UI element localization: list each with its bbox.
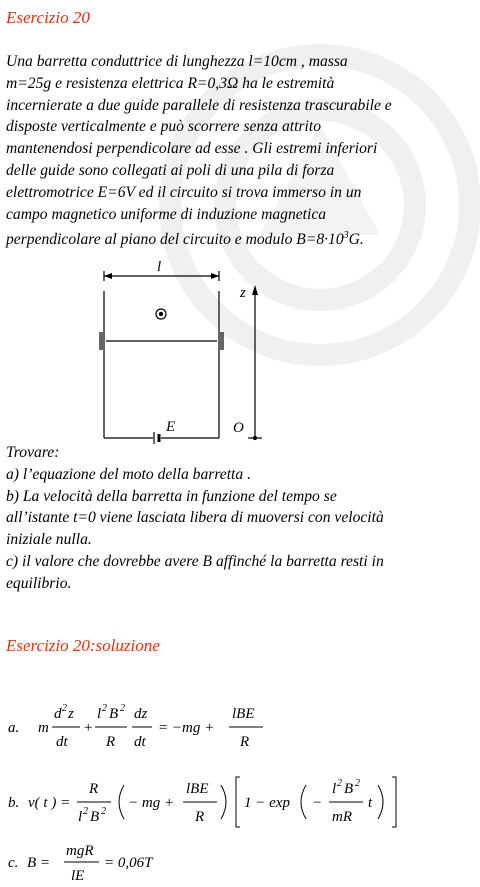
eq-c-num: mgR [66, 843, 94, 859]
svg-text:2: 2 [355, 778, 360, 789]
statement-line: campo magnetico uniforme di induzione magnetica [6, 205, 327, 223]
eq-a-R2: R [240, 734, 250, 750]
svg-text:B: B [344, 781, 354, 797]
eq-b-lBE: lBE [186, 781, 209, 797]
svg-text:2: 2 [102, 703, 107, 714]
arrow-head-left [104, 273, 112, 279]
statement-line: m=25g e resistenza elettrica R=0,3Ω ha le estremità [6, 74, 335, 92]
eq-b-mR: mR [332, 809, 352, 825]
eq-a-label: a. [8, 720, 20, 736]
questions [6, 442, 476, 595]
equation-a [0, 698, 480, 758]
eq-a-l: l [97, 706, 102, 722]
svg-text:2: 2 [120, 703, 125, 714]
eq-c-label: c. [8, 855, 19, 871]
eq-a-lBE: lBE [232, 706, 255, 722]
statement-line: incernierate a due guide parallele di resistenza trascurabile e [6, 96, 392, 114]
circuit-diagram [90, 255, 275, 445]
svg-text:l: l [78, 809, 83, 825]
eq-c-den: lE [71, 868, 85, 884]
eq-a-dz: dz [134, 706, 148, 722]
eq-b-label: b. [8, 795, 20, 811]
eq-c-rhs: = 0,06T [104, 855, 153, 871]
statement-line-last [6, 225, 476, 251]
svg-text:2: 2 [337, 778, 342, 789]
question-line: iniziale nulla. [6, 531, 92, 549]
svg-text:R: R [195, 809, 205, 825]
statement-line: elettromotrice E=6V ed il circuito si trova immerso in un [6, 183, 362, 201]
eq-b-t: t [368, 795, 373, 811]
equation-c [0, 840, 480, 887]
solution-title: Esercizio 20:soluzione [6, 636, 160, 655]
eq-b-lhs: v( t ) = [28, 795, 71, 811]
statement-line: delle guide sono collegati ai poli di una pila di forza [6, 161, 335, 179]
eq-b-R: R [89, 781, 99, 797]
equation-b [0, 773, 480, 833]
question-line: b) La velocità della barretta in funzione del tempo se [6, 487, 337, 505]
problem-statement [6, 51, 476, 251]
statement-line: disposte verticalmente e può scorrere senza attrito [6, 118, 321, 136]
statement-line: mantenendosi perpendicolare ad esse . Gli estremi inferiori [6, 140, 378, 158]
question-line: c) il valore che dovrebbe avere B affinché la barretta resti in [6, 552, 384, 570]
eq-b-minus-mg: − mg + [128, 795, 175, 811]
label-l: l [157, 259, 162, 275]
svg-text:2: 2 [83, 806, 88, 817]
statement-text: G. [348, 231, 364, 249]
eq-a-dt: dt [56, 734, 68, 750]
exponent: 3 [343, 230, 349, 242]
label-O: O [233, 420, 244, 436]
eq-b-minus: − [312, 795, 323, 811]
question-line: all’istante t=0 viene lasciata libera di muoversi con velocità [6, 509, 384, 527]
eq-a-exp: 2 [62, 703, 67, 714]
eq-a-d: d [54, 706, 62, 722]
question-line: equilibrio. [6, 574, 72, 592]
label-E: E [166, 419, 176, 435]
z-axis-arrow [252, 285, 258, 295]
eq-c-lhs: B = [27, 855, 51, 871]
eq-a-m: m [38, 720, 49, 736]
question-line: a) l’equazione del moto della barretta . [6, 465, 251, 483]
label-z: z [240, 285, 246, 301]
svg-text:l: l [332, 781, 337, 797]
svg-text:+: + [84, 720, 93, 736]
eq-a-rhs: = −mg + [158, 720, 215, 736]
find-label: Trovare: [6, 444, 60, 461]
arrow-head-right [211, 273, 219, 279]
svg-text:B: B [109, 706, 119, 722]
svg-text:B: B [90, 809, 100, 825]
exercise-title: Esercizio 20 [6, 8, 90, 27]
eq-a-z: z [68, 706, 74, 722]
statement-text: perpendicolare al piano del circuito e modulo B=8·10 [6, 231, 344, 249]
statement-line: Una barretta conduttrice di lunghezza l=10cm , massa [6, 53, 348, 70]
eq-a-R: R [106, 734, 116, 750]
eq-a-dt2: dt [134, 734, 146, 750]
svg-text:2: 2 [101, 806, 106, 817]
eq-b-one-minus-exp: 1 − exp [244, 795, 290, 811]
